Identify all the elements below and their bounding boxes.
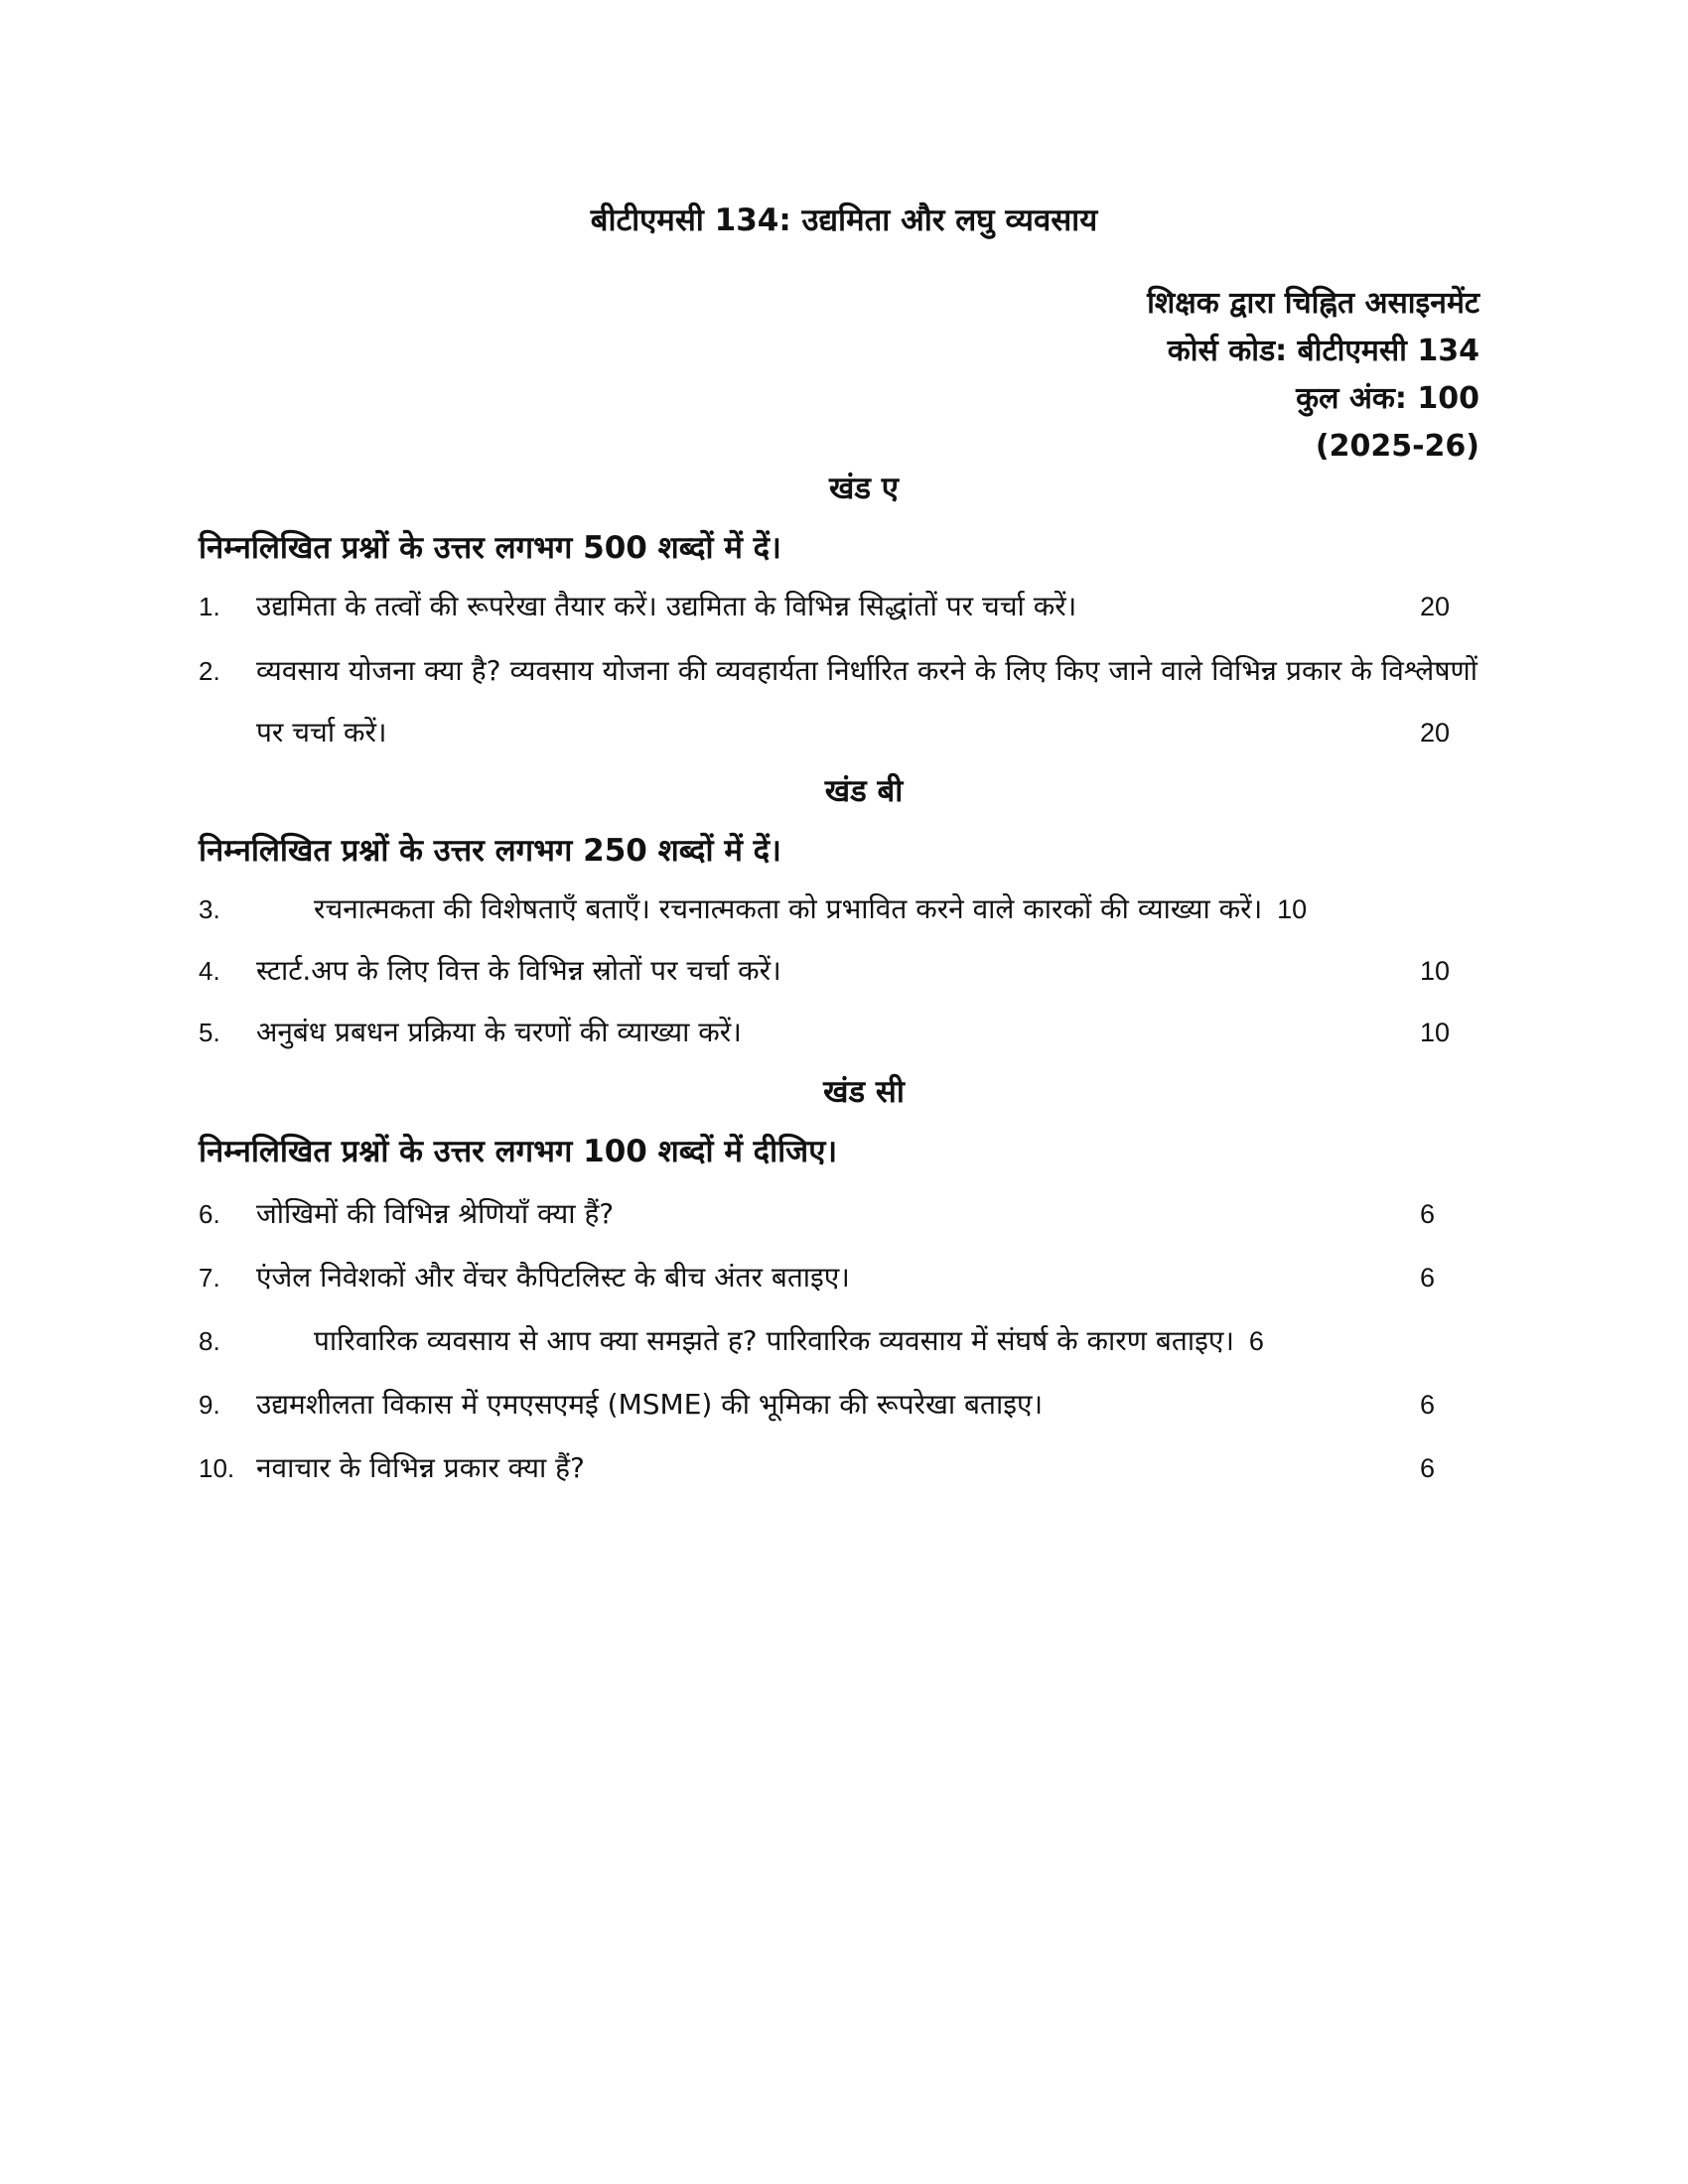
question-text: स्टार्ट.अप के लिए वित्त के विभिन्न स्रोतों पर चर्चा करें। — [256, 954, 781, 987]
question-item — [199, 1374, 1435, 1435]
question-text: व्यवसाय योजना क्या है? व्यवसाय योजना की व्यवहार्यता निर्धारित करने के लिए किए जाने वाले विभिन्न प्रकार के विश्लेषणों पर चर्चा करें। — [256, 654, 1477, 749]
question-item — [199, 940, 1450, 1002]
section-b-heading: खंड बी — [824, 773, 904, 809]
total-marks: कुल अंक: 100 — [1296, 381, 1479, 416]
question-number: 2. — [199, 656, 220, 686]
question-number: 3. — [199, 894, 220, 924]
section-a-heading: खंड ए — [829, 471, 899, 506]
question-marks: 6 — [1419, 1263, 1435, 1293]
course-code: कोर्स कोड: बीटीएमसी 134 — [1167, 334, 1479, 368]
session-year: (2025-26) — [1315, 429, 1479, 464]
question-marks: 6 — [1248, 1326, 1264, 1356]
document-title: बीटीएमसी 134: उद्यमिता और लघु व्यवसाय — [590, 203, 1098, 238]
section-b-instruction: निम्नलिखित प्रश्नों के उत्तर लगभग 250 शब्दों में दें। — [199, 833, 781, 869]
question-text: अनुबंध प्रबधन प्रक्रिया के चरणों की व्याख्या करें। — [256, 1016, 742, 1048]
question-marks: 10 — [1277, 894, 1308, 924]
assignment-meta — [1147, 280, 1479, 471]
question-marks: 6 — [1419, 1390, 1435, 1420]
question-item — [199, 1437, 1435, 1499]
question-item — [199, 1247, 1435, 1308]
question-marks: 20 — [1419, 718, 1450, 748]
question-number: 4. — [199, 956, 220, 986]
question-number: 7. — [199, 1263, 220, 1293]
question-text: रचनात्मकता की विशेषताएँ बताएँ। रचनात्मकता को प्रभावित करने वाले कारकों की व्याख्या करें। — [314, 892, 1263, 925]
section-c-instruction: निम्नलिखित प्रश्नों के उत्तर लगभग 100 शब्दों में दीजिए। — [199, 1134, 838, 1169]
question-marks: 10 — [1419, 956, 1450, 986]
question-marks: 6 — [1419, 1199, 1435, 1229]
question-item — [199, 640, 1477, 763]
question-number: 1. — [199, 592, 220, 621]
question-item — [199, 879, 1450, 940]
question-number: 5. — [199, 1018, 220, 1047]
question-text: उद्यमशीलता विकास में एमएसएमई (MSME) की भूमिका की रूपरेखा बताइए। — [256, 1388, 1044, 1421]
assignment-type: शिक्षक द्वारा चिह्नित असाइनमेंट — [1147, 286, 1479, 321]
question-text: नवाचार के विभिन्न प्रकार क्या हैं? — [256, 1451, 585, 1484]
question-item — [199, 1183, 1435, 1245]
question-number: 8. — [199, 1326, 220, 1356]
question-text: पारिवारिक व्यवसाय से आप क्या समझते ह? पारिवारिक व्यवसाय में संघर्ष के कारण बताइए। — [314, 1324, 1234, 1357]
question-number: 9. — [199, 1390, 220, 1420]
section-a-instruction: निम्नलिखित प्रश्नों के उत्तर लगभग 500 शब्दों में दें। — [199, 530, 781, 566]
question-text: जोखिमों की विभिन्न श्रेणियाँ क्या हैं? — [256, 1197, 615, 1230]
question-item — [199, 576, 1450, 637]
section-c-heading: खंड सी — [823, 1074, 905, 1110]
question-number: 10. — [199, 1453, 235, 1483]
question-text: एंजेल निवेशकों और वेंचर कैपिटलिस्ट के बीच अंतर बताइए। — [256, 1261, 850, 1294]
question-marks: 20 — [1419, 592, 1450, 621]
question-marks: 10 — [1419, 1018, 1450, 1047]
question-marks: 6 — [1419, 1453, 1435, 1483]
question-item — [199, 1002, 1450, 1063]
question-number: 6. — [199, 1199, 220, 1229]
question-text: उद्यमिता के तत्वों की रूपरेखा तैयार करें। उद्यमिता के विभिन्न सिद्धांतों पर चर्चा करें। — [256, 590, 1077, 622]
question-item — [199, 1310, 1450, 1372]
